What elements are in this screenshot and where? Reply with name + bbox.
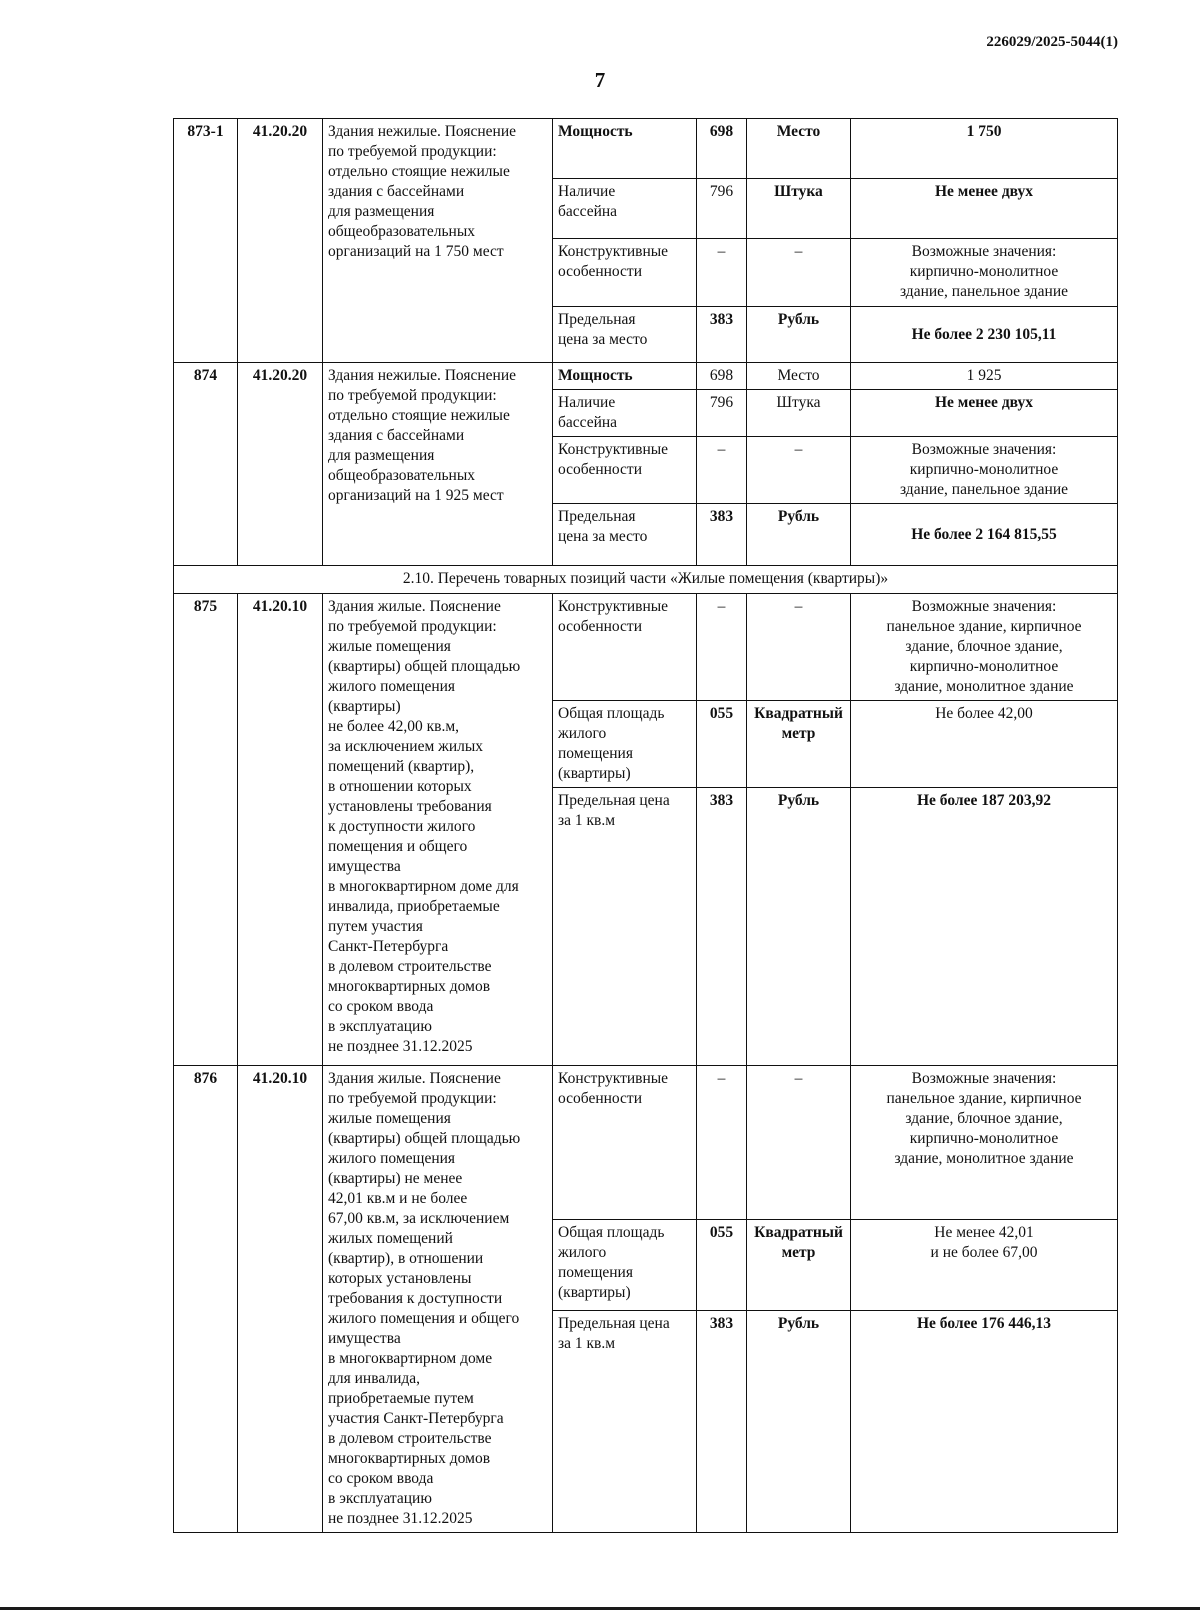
item-description: Здания нежилые. Пояснение по требуемой продукции: отдельно стоящие нежилые здания с бассейнами для размещения общеобразовательных организаций на 1 750 мест (323, 119, 553, 363)
item-number: 876 (174, 1066, 238, 1533)
item-description: Здания жилые. Пояснение по требуемой продукции: жилые помещения (квартиры) общей площадью жилого помещения (квартиры) не менее 42,01 кв.м и не более 67,00 кв.м, за исключением жилых помещений (квартир), в отношении которых установлены требования к доступности жилого помещения и общего имущества в многоквартирном доме для инвалида, приобретаемые путем участия Санкт-Петербурга в долевом строительстве многоквартирных домов со сроком ввода в эксплуатацию не позднее 31.12.2025 (323, 1066, 553, 1533)
characteristic-value: Возможные значения: кирпично-монолитное здание, панельное здание (851, 437, 1118, 504)
unit-name: Штука (747, 390, 851, 437)
okei-code: 055 (697, 1219, 747, 1310)
characteristic-value: Возможные значения: панельное здание, кирпичное здание, блочное здание, кирпично-монолитное здание, монолитное здание (851, 1066, 1118, 1220)
characteristic-name: Конструктивные особенности (553, 1066, 697, 1220)
okei-code: 796 (697, 390, 747, 437)
okei-code: 383 (697, 504, 747, 566)
okpd-code: 41.20.20 (238, 119, 323, 363)
unit-name: Штука (747, 179, 851, 239)
characteristic-name: Конструктивные особенности (553, 594, 697, 701)
table-row-875 (174, 594, 1118, 701)
table-row-876 (174, 1066, 1118, 1220)
characteristic-value: Возможные значения: панельное здание, кирпичное здание, блочное здание, кирпично-монолитное здание, монолитное здание (851, 594, 1118, 701)
characteristic-value: Не менее двух (851, 390, 1118, 437)
okei-code: – (697, 437, 747, 504)
section-heading: 2.10. Перечень товарных позиций части «Жилые помещения (квартиры)» (174, 566, 1118, 594)
characteristic-name: Конструктивные особенности (553, 239, 697, 307)
unit-name: Рубль (747, 788, 851, 1066)
characteristic-value: Не менее 42,01 и не более 67,00 (851, 1219, 1118, 1310)
document-number: 226029/2025-5044(1) (986, 34, 1118, 50)
unit-name: – (747, 1066, 851, 1220)
unit-name: – (747, 239, 851, 307)
characteristic-value: Не менее двух (851, 179, 1118, 239)
page-number: 7 (594, 68, 606, 92)
characteristic-value: Не более 176 446,13 (851, 1310, 1118, 1532)
characteristic-value: Не более 2 230 105,11 (851, 307, 1118, 363)
scan-edge-line (0, 1607, 1200, 1610)
characteristic-value: 1 925 (851, 363, 1118, 390)
okei-code: 383 (697, 307, 747, 363)
characteristic-value: Возможные значения: кирпично-монолитное здание, панельное здание (851, 239, 1118, 307)
characteristic-value: 1 750 (851, 119, 1118, 179)
item-number: 873-1 (174, 119, 238, 363)
characteristic-name: Наличие бассейна (553, 390, 697, 437)
table-row-873-1 (174, 119, 1118, 179)
item-description: Здания нежилые. Пояснение по требуемой продукции: отдельно стоящие нежилые здания с бассейнами для размещения общеобразовательных организаций на 1 925 мест (323, 363, 553, 566)
unit-name: Рубль (747, 307, 851, 363)
characteristic-name: Предельная цена за место (553, 504, 697, 566)
okei-code: 055 (697, 701, 747, 788)
unit-name: Рубль (747, 504, 851, 566)
characteristic-value: Не более 2 164 815,55 (851, 504, 1118, 566)
unit-name: – (747, 594, 851, 701)
characteristic-name: Предельная цена за 1 кв.м (553, 1310, 697, 1532)
okei-code: 383 (697, 788, 747, 1066)
characteristic-value: Не более 187 203,92 (851, 788, 1118, 1066)
okei-code: – (697, 594, 747, 701)
okei-code: 796 (697, 179, 747, 239)
okei-code: 698 (697, 363, 747, 390)
okpd-code: 41.20.20 (238, 363, 323, 566)
okei-code: 698 (697, 119, 747, 179)
item-number: 875 (174, 594, 238, 1066)
unit-name: Место (747, 363, 851, 390)
characteristic-name: Предельная цена за 1 кв.м (553, 788, 697, 1066)
characteristic-name: Предельная цена за место (553, 307, 697, 363)
section-heading-row (174, 566, 1118, 594)
unit-name: Место (747, 119, 851, 179)
unit-name: Рубль (747, 1310, 851, 1532)
unit-name: Квадратный метр (747, 701, 851, 788)
characteristic-name: Наличие бассейна (553, 179, 697, 239)
goods-table (173, 118, 1118, 1533)
okei-code: – (697, 239, 747, 307)
characteristic-name: Мощность (553, 363, 697, 390)
okpd-code: 41.20.10 (238, 594, 323, 1066)
characteristic-name: Общая площадь жилого помещения (квартиры) (553, 701, 697, 788)
item-description: Здания жилые. Пояснение по требуемой продукции: жилые помещения (квартиры) общей площадью жилого помещения (квартиры) не более 42,00 кв.м, за исключением жилых помещений (квартир), в отношении которых установлены требования к доступности жилого помещения и общего имущества в многоквартирном доме для инвалида, приобретаемые путем участия Санкт-Петербурга в долевом строительстве многоквартирных домов со сроком ввода в эксплуатацию не позднее 31.12.2025 (323, 594, 553, 1066)
characteristic-name: Общая площадь жилого помещения (квартиры) (553, 1219, 697, 1310)
okei-code: – (697, 1066, 747, 1220)
item-number: 874 (174, 363, 238, 566)
unit-name: Квадратный метр (747, 1219, 851, 1310)
okei-code: 383 (697, 1310, 747, 1532)
okpd-code: 41.20.10 (238, 1066, 323, 1533)
characteristic-name: Мощность (553, 119, 697, 179)
characteristic-name: Конструктивные особенности (553, 437, 697, 504)
unit-name: – (747, 437, 851, 504)
table-row-874 (174, 363, 1118, 390)
characteristic-value: Не более 42,00 (851, 701, 1118, 788)
